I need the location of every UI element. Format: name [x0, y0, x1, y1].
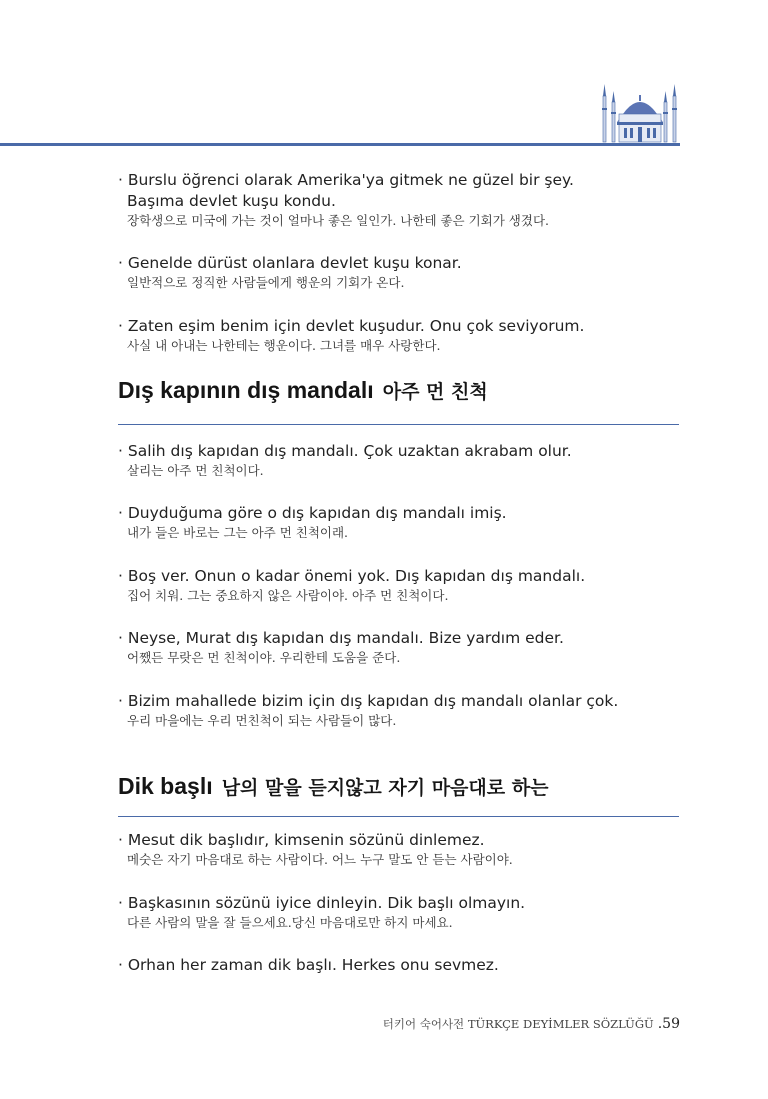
book-title: 터키어 숙어사전 TÜRKÇE DEYİMLER SÖZLÜĞÜ: [382, 1017, 654, 1031]
example-entry: [118, 170, 698, 230]
turkish-sentence: · Orhan her zaman dik başlı. Herkes onu sevmez.: [118, 956, 499, 974]
turkish-sentence: · Başkasının sözünü iyice dinleyin. Dik başlı olmayın.: [118, 894, 526, 912]
korean-translation: 장학생으로 미국에 가는 것이 얼마나 좋은 일인가. 나한테 좋은 기회가 생겼다.: [127, 213, 550, 228]
korean-translation: 메숫은 자기 마음대로 하는 사람이다. 어느 누구 말도 안 듣는 사람이야.: [127, 852, 513, 867]
example-entry: [118, 893, 698, 932]
idiom-heading: [118, 377, 488, 404]
turkish-sentence: · Bizim mahallede bizim için dış kapıdan dış mandalı olanlar çok.: [118, 692, 619, 710]
mosque-icon: [599, 78, 681, 144]
example-entry: [118, 441, 698, 480]
korean-translation: 살리는 아주 먼 친척이다.: [127, 463, 264, 478]
example-entry: [118, 691, 698, 730]
idiom-title: Dik başlı: [118, 773, 213, 799]
turkish-sentence: · Burslu öğrenci olarak Amerika'ya gitmek ne güzel bir şey.: [118, 171, 574, 189]
korean-translation: 어쨌든 무랏은 먼 친척이야. 우리한테 도움을 준다.: [127, 650, 401, 665]
turkish-sentence: · Salih dış kapıdan dış mandalı. Çok uzaktan akrabam olur.: [118, 442, 572, 460]
turkish-sentence: · Boş ver. Onun o kadar önemi yok. Dış kapıdan dış mandalı.: [118, 567, 586, 585]
turkish-sentence: · Duyduğuma göre o dış kapıdan dış mandalı imiş.: [118, 504, 507, 522]
idiom-meaning: 남의 말을 듣지않고 자기 마음대로 하는: [221, 777, 549, 799]
section-divider: [118, 424, 679, 425]
page-footer: [380, 1016, 680, 1032]
korean-translation: 우리 마을에는 우리 먼친척이 되는 사람들이 많다.: [127, 713, 397, 728]
example-entry: [118, 955, 698, 976]
example-entry: [118, 566, 698, 605]
page-number: .59: [657, 1016, 680, 1032]
korean-translation: 사실 내 아내는 나한테는 행운이다. 그녀를 매우 사랑한다.: [127, 338, 441, 353]
section-divider: [118, 816, 679, 817]
example-entry: [118, 830, 698, 869]
turkish-sentence: · Mesut dik başlıdır, kimsenin sözünü dinlemez.: [118, 831, 485, 849]
turkish-sentence: · Genelde dürüst olanlara devlet kuşu konar.: [118, 254, 462, 272]
idiom-title: Dış kapının dış mandalı: [118, 377, 374, 403]
example-entry: [118, 628, 698, 667]
korean-translation: 다른 사람의 말을 잘 들으세요.당신 마음대로만 하지 마세요.: [127, 915, 453, 930]
idiom-heading: [118, 773, 548, 800]
example-entry: [118, 316, 698, 355]
example-entry: [118, 503, 698, 542]
korean-translation: 내가 들은 바로는 그는 아주 먼 친척이래.: [127, 525, 349, 540]
korean-translation: 일반적으로 정직한 사람들에게 행운의 기회가 온다.: [127, 275, 405, 290]
example-entry: [118, 253, 698, 292]
turkish-sentence: · Neyse, Murat dış kapıdan dış mandalı. Bize yardım eder.: [118, 629, 564, 647]
korean-translation: 집어 치워. 그는 중요하지 않은 사람이야. 아주 먼 친척이다.: [127, 588, 449, 603]
header-rule: [0, 143, 680, 146]
turkish-sentence: · Zaten eşim benim için devlet kuşudur. Onu çok seviyorum.: [118, 317, 585, 335]
turkish-sentence-continued: Başıma devlet kuşu kondu.: [127, 192, 336, 210]
idiom-meaning: 아주 먼 친척: [382, 381, 488, 403]
